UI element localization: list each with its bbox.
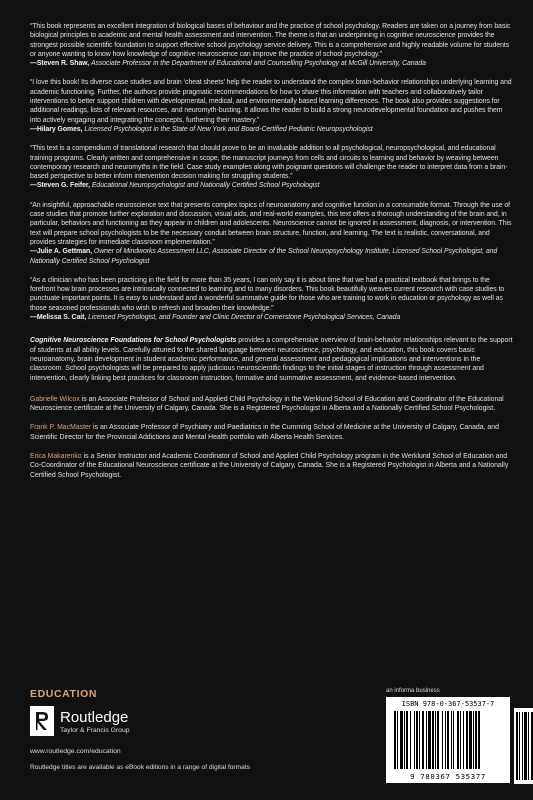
publisher-logo [30, 706, 190, 742]
cover-footer [30, 688, 513, 788]
barcode-bar [416, 711, 418, 769]
barcode-bar [410, 711, 411, 769]
informa-tagline: an informa business [386, 688, 440, 694]
blurb-author-title: Owner of Mindworks Assessment LLC, Associate Director of the School Neuropsychology Institute, Licensed School Psychologist, and Nationally Certified School Psychologist [30, 248, 498, 265]
author-bio-text: is an Associate Professor of School and Applied Child Psychology in the Werklund School of Education and Coordinator of the Educational Neuroscience certificate at the University of Calgary, Canada. She is a Registered Psychologist in Alberta and a Nationally Certified School Psychologist. [30, 395, 504, 413]
author-name: Frank P. MacMaster [30, 424, 92, 432]
blurb-quote: “An insightful, approachable neuroscience text that presents complex topics of neuroanatomy and cognitive function in a consumable format. Through the use of case studies that promote further exploration and discussion, visual aids, and real-world examples, this text offers a thorough understanding of the brain and, in particular, behaviors and functioning as they appear in children and adolescents. Neuroscience cannot be ignored in assessment, diagnosis, or intervention. This text will prepare school psychologists to be the necessary conduit between brain structure, function, and learning. The text is realistic, conversational, and provides strategies for immediate classroom implementation.” [30, 201, 512, 246]
publisher-url: www.routledge.com/education [30, 748, 121, 755]
blurb-attribution [30, 125, 513, 134]
ebook-note: Routledge titles are available as eBook editions in a range of digital formats [30, 764, 250, 771]
barcode-bar [426, 711, 427, 769]
price-barcode-bar [519, 712, 520, 780]
blurb-author-title: Associate Professor in the Department of Educational and Counselling Psychology at McGill University, Canada [90, 60, 426, 68]
routledge-logo-icon [30, 706, 54, 736]
barcode-bar [394, 711, 396, 769]
author-bio-text: is a Senior Instructor and Academic Coordinator of School and Applied Child Psychology program in the Werklund School of Education and Co-Coordinator of the Educational Neuroscience certificate at the University of Calgary, Canada. She is a Registered Psychologist in Alberta and a Nationally Certified School Psychologist. [30, 452, 509, 479]
barcode-bar [451, 711, 452, 769]
barcode-bar [473, 711, 474, 769]
blurb-author: —Hilary Gomes, [30, 125, 83, 133]
blurb-author: —Melissa S. Cait, [30, 314, 87, 322]
barcode-bar [414, 711, 415, 769]
author-name: Erica Makarenko [30, 452, 82, 460]
author-bio-text: is an Associate Professor of Psychiatry and Paediatrics in the Cumming School of Medicine at the University of Calgary, Canada, and Scientific Director for the Provincial Addictions and Mental Health portfolio with Alberta Health Services. [30, 424, 499, 441]
barcode-bar [428, 711, 431, 769]
blurb-attribution [30, 247, 513, 266]
barcode-bar [475, 711, 477, 769]
isbn-text: ISBN 978-0-367-53537-7 [401, 700, 495, 708]
author-bios [30, 395, 513, 480]
barcode-bar [400, 711, 403, 769]
blurb-author: —Julie A. Gettman, [30, 248, 93, 256]
book-description [30, 336, 513, 382]
price-barcode-bar [516, 712, 518, 780]
barcode-bar [422, 711, 424, 769]
barcode-bar [445, 711, 446, 769]
author-name: Gabrielle Wilcox [30, 395, 80, 403]
barcode-bar [437, 711, 439, 769]
barcode-bar [406, 711, 408, 769]
barcode-bar [419, 711, 420, 769]
blurb-attribution [30, 313, 513, 322]
description-text: provides a comprehensive overview of brain-behavior relationships relevant to the support of students at all ability levels. Carefully attuned to the shared language between neuroscience, psychology, and education, this book covers basic neuroanatomy, brain development in student academic performance, and general assessment and pedagogical implications and interventions in the classroom. School psychologists will be prepared to apply judicious neuroscientific findings to the initial stages of instruction through assessment and intervention, clearly linking best practices for classroom instruction, formative and summative assessment, and evidence-based intervention. [30, 337, 513, 382]
blurb-attribution [30, 59, 513, 68]
blurb-author-title: Educational Neuropsychologist and Nationally Certified School Psychologist [91, 182, 320, 190]
barcode-bar [432, 711, 434, 769]
publisher-subtitle: Taylor & Francis Group [60, 727, 130, 734]
publisher-name: Routledge [60, 709, 129, 726]
price-barcode-bar [524, 712, 527, 780]
author-bio [30, 395, 513, 414]
barcode-bar [463, 711, 464, 769]
blurb-author-title: Licensed Psychologist, and Founder and Clinic Director of Cornerstone Psychological Services, Canada [88, 314, 401, 322]
blurb [30, 22, 513, 68]
price-barcode-icon [514, 708, 533, 784]
barcode-bar [447, 711, 449, 769]
author-bio [30, 452, 513, 480]
barcode-bar [397, 711, 398, 769]
barcode-bar [466, 711, 468, 769]
blurb-quote: “I love this book! Its diverse case studies and brain ‘cheat sheets’ help the reader to understand the complex brain-behavior relationships underlying learning and academic functioning. Further, the authors provide pragmatic recommendations for how to share this information with teachers and collaboratively tailor interventions to better support children with developmental, medical, and environmentally based learning differences. The book also provides suggestions for additional readings, lists of relevant resources, and neuromyth-busting. It allows the reader to build a strong neurodevelopmental foundation and pushes them into actively engaging and integrating the concepts, furthering their mastery.” [30, 79, 512, 124]
barcode-bar [469, 711, 472, 769]
blurb-quote: “This book represents an excellent integration of biological bases of behaviour and the practice of school psychology. Readers are taken on a journey from basic biological principles to academic and mental health assessment and intervention. The theme is that an underpinning in cognitive neuroscience provides the strongest possible scientific foundation to support effective school psychology service delivery. This is a comprehensive and highly readable volume for students or anyone wanting to know how knowledge of cognitive neuroscience can improve the practice of school psychology.” [30, 23, 511, 58]
blurb-author-title: Licensed Psychologist in the State of New York and Board-Certified Pediatric Neuropsychologist [84, 125, 373, 133]
book-title: Cognitive Neuroscience Foundations for School Psychologists [30, 337, 237, 345]
blurb-list [30, 22, 513, 322]
blurb-author: —Steven G. Feifer, [30, 182, 90, 190]
blurb-quote: “This text is a compendium of translational research that should prove to be an invaluable addition to all psychological, neuropsychological, and educational training programs. Clearly written and comprehensive in scope, the manuscript journeys from cells and circuits to learning and behavior by weaving between contemporary research and neuromyths in the field. Case study examples along with poignant questions will challenge the reader to interpret data from a brain-based perspective to better inform intervention decision making for struggling students.” [30, 145, 508, 181]
barcode-panel [386, 697, 510, 783]
blurb [30, 144, 513, 190]
blurb [30, 78, 513, 134]
blurb [30, 201, 513, 266]
barcode-bar [457, 711, 459, 769]
blurb-author: —Steven R. Shaw, [30, 60, 90, 68]
price-barcode-bar [522, 712, 523, 780]
barcode-bar [460, 711, 461, 769]
barcode-bar [404, 711, 405, 769]
barcode-bar [442, 711, 443, 769]
barcode-bar [478, 711, 480, 769]
barcode-bar [453, 711, 454, 769]
blurb [30, 276, 513, 322]
barcode-bar [435, 711, 436, 769]
isbn-barcode-digits: 9 780367 535377 [410, 772, 486, 781]
category-label: EDUCATION [30, 688, 98, 700]
barcode-icon [394, 711, 502, 771]
price-barcode-bar [528, 712, 529, 780]
blurb-attribution [30, 181, 513, 190]
blurb-quote: “As a clinician who has been practicing in the field for more than 35 years, I can only say it is about time that we had a practical textbook that brings to the forefront how brain processes are intrinsically connected to learning and to many disorders. This book beautifully weaves current research with case studies to punctuate important points. It is easy to understand and a wonderful summative guide for those who are training to work in education or psychology as well as those seasoned professionals who wish to refresh and broaden their knowledge.” [30, 276, 505, 312]
author-bio [30, 423, 513, 442]
